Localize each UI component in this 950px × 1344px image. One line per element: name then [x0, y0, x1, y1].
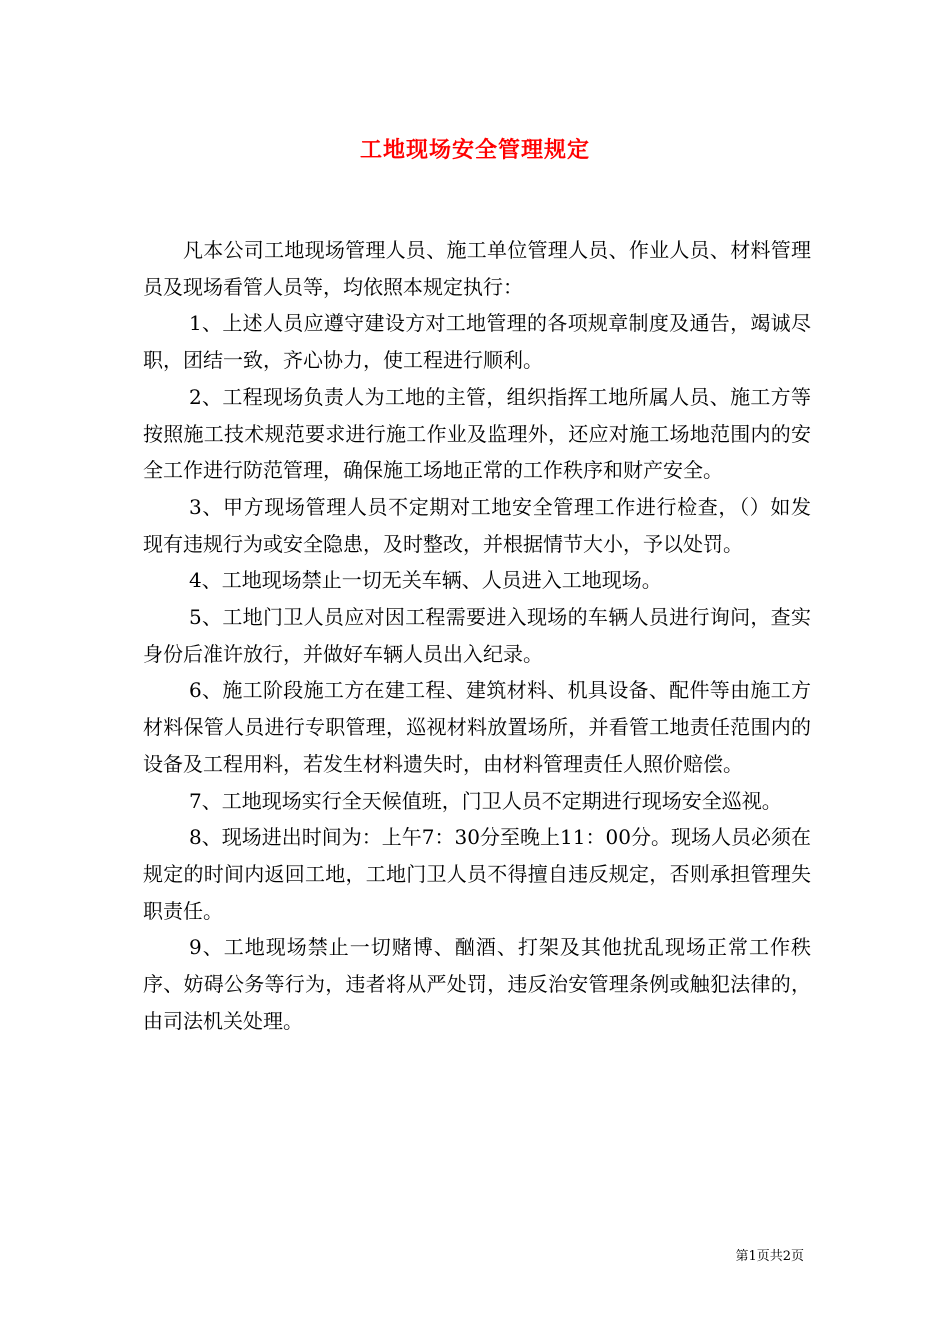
- rule-item-3: 3、甲方现场管理人员不定期对工地安全管理工作进行检查，（）如发现有违规行为或安全隐患，及时整改，并根据情节大小，予以处罚。: [143, 494, 811, 556]
- intro-paragraph: 凡本公司工地现场管理人员、施工单位管理人员、作业人员、材料管理员及现场看管人员等，均依照本规定执行：: [143, 238, 811, 299]
- rule-item-1: 1、上述人员应遵守建设方对工地管理的各项规章制度及通告，竭诚尽职，团结一致，齐心协力，使工程进行顺利。: [143, 311, 811, 373]
- rule-item-7: 7、工地现场实行全天候值班，门卫人员不定期进行现场安全巡视。: [189, 788, 782, 813]
- rule-item-8: 8、现场进出时间为：上午7：30分至晚上11：00分。现场人员必须在规定的时间内返回工地，工地门卫人员不得擅自违反规定，否则承担管理失职责任。: [143, 825, 811, 923]
- rule-item-4: 4、工地现场禁止一切无关车辆、人员进入工地现场。: [189, 568, 662, 593]
- document-body: [143, 232, 811, 1039]
- rule-item-5: 5、工地门卫人员应对因工程需要进入现场的车辆人员进行询问，查实身份后准许放行，并做好车辆人员出入纪录。: [143, 605, 811, 666]
- rule-item-9: 9、工地现场禁止一切赌博、酗酒、打架及其他扰乱现场正常工作秩序、妨碍公务等行为，违者将从严处罚，违反治安管理条例或触犯法律的，由司法机关处理。: [143, 935, 811, 1033]
- rule-item-6: 6、施工阶段施工方在建工程、建筑材料、机具设备、配件等由施工方材料保管人员进行专职管理，巡视材料放置场所，并看管工地责任范围内的设备及工程用料，若发生材料遗失时，由材料管理责任人照价赔偿。: [143, 678, 811, 776]
- rule-item-2: 2、工程现场负责人为工地的主管，组织指挥工地所属人员、施工方等按照施工技术规范要求进行施工作业及监理外，还应对施工场地范围内的安全工作进行防范管理，确保施工场地正常的工作秩序和财产安全。: [143, 384, 811, 483]
- page-number: 第1页共2页: [735, 1249, 804, 1264]
- document-title: 工地现场安全管理规定: [359, 137, 590, 163]
